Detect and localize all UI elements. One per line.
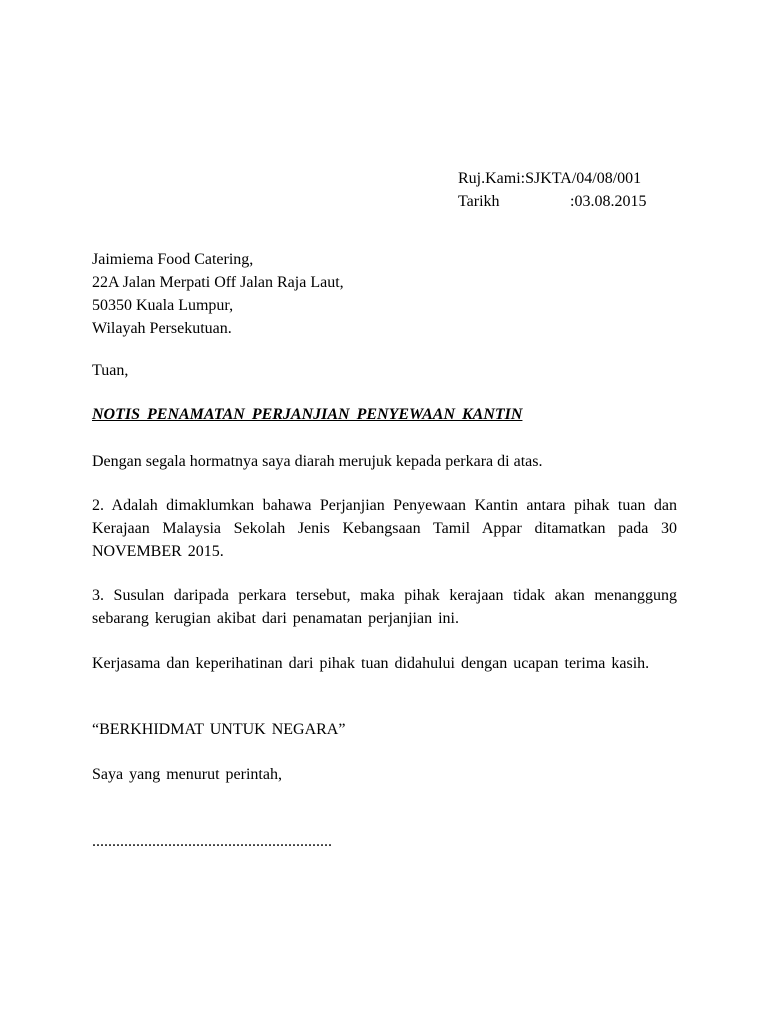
reference-number: Ruj.Kami:SJKTA/04/08/001 bbox=[458, 170, 642, 187]
recipient-address bbox=[92, 248, 652, 340]
subject-heading: NOTIS PENAMATAN PERJANJIAN PENYEWAAN KANTIN bbox=[92, 406, 523, 423]
date-line bbox=[458, 190, 718, 213]
paragraph-intro: Dengan segala hormatnya saya diarah merujuk kepada perkara di atas. bbox=[92, 453, 543, 470]
address-line: 50350 Kuala Lumpur, bbox=[92, 297, 234, 314]
paragraph-3: 3. Susulan daripada perkara tersebut, maka pihak kerajaan tidak akan menanggung sebarang kerugian akibat dari penamatan perjanjian ini. bbox=[92, 587, 677, 627]
paragraph-thanks: Kerjasama dan keperihatinan dari pihak tuan didahului dengan ucapan terima kasih. bbox=[92, 655, 650, 672]
address-line: Wilayah Persekutuan. bbox=[92, 320, 232, 337]
motto: “BERKHIDMAT UNTUK NEGARA” bbox=[92, 721, 346, 738]
salutation: Tuan, bbox=[92, 362, 129, 379]
date-value: :03.08.2015 bbox=[570, 193, 647, 210]
closing-line: Saya yang menurut perintah, bbox=[92, 766, 282, 783]
reference-block bbox=[458, 167, 718, 213]
signature-line: ............................................................ bbox=[92, 833, 332, 850]
paragraph-2: 2. Adalah dimaklumkan bahawa Perjanjian Penyewaan Kantin antara pihak tuan dan Kerajaan Malaysia Sekolah Jenis Kebangsaan Tamil Appar ditamatkan pada 30 NOVEMBER 2015. bbox=[92, 497, 677, 560]
address-line: 22A Jalan Merpati Off Jalan Raja Laut, bbox=[92, 274, 344, 291]
date-label: Tarikh bbox=[458, 193, 500, 210]
address-line: Jaimiema Food Catering, bbox=[92, 251, 254, 268]
